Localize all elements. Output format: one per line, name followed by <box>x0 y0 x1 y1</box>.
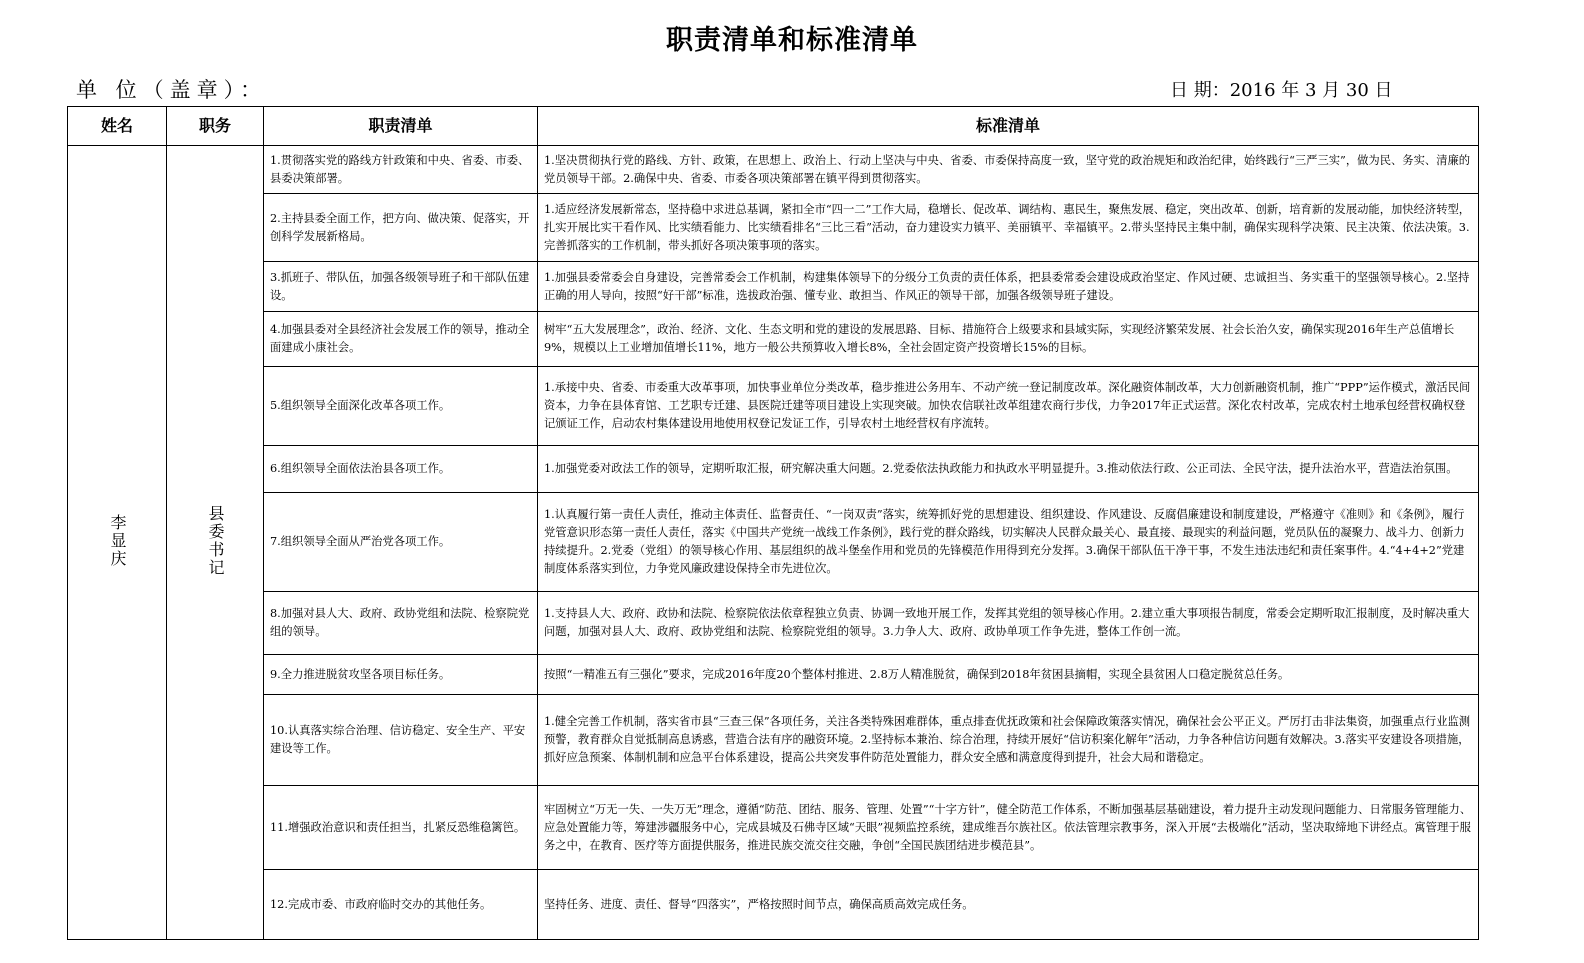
responsibility-cell: 10.认真落实综合治理、信访稳定、安全生产、平安建设等工作。 <box>264 695 538 786</box>
standard-cell: 牢固树立“万无一失、一失万无”理念，遵循“防范、团结、服务、管理、处置”“十字方针”，健全防范工作体系，不断加强基层基础建设，着力提升主动发现问题能力、日常服务管理能力、应急处置能力等，筹建涉疆服务中心，完成县城及石佛寺区域“天眼”视频监控系统，建成维吾尔族社区。依法管理宗教事务，深入开展“去极端化”活动，坚决取缔地下讲经点。寓管理于服务之中，在教育、医疗等方面提供服务，推进民族交流交往交融，争创“全国民族团结进步模范县”。 <box>538 786 1479 870</box>
standard-cell: 按照“一精准五有三强化”要求，完成2016年度20个整体村推进、2.8万人精准脱贫，确保到2018年贫困县摘帽，实现全县贫困人口稳定脱贫总任务。 <box>538 655 1479 695</box>
table-row <box>68 194 1479 262</box>
responsibility-cell: 3.抓班子、带队伍，加强各级领导班子和干部队伍建设。 <box>264 262 538 312</box>
person-position: 县委书记 <box>206 504 225 577</box>
responsibility-cell: 12.完成市委、市政府临时交办的其他任务。 <box>264 870 538 940</box>
table-row <box>68 786 1479 870</box>
header-name: 姓名 <box>68 107 167 146</box>
responsibility-cell: 9.全力推进脱贫攻坚各项目标任务。 <box>264 655 538 695</box>
table-row <box>68 367 1479 446</box>
standard-cell: 1.支持县人大、政府、政协和法院、检察院依法依章程独立负责、协调一致地开展工作，发挥其党组的领导核心作用。2.建立重大事项报告制度，常委会定期听取汇报制度，及时解决重大问题，加强对县人大、政府、政协党组和法院、检察院党组的领导。3.力争人大、政府、政协单项工作争先进，整体工作创一流。 <box>538 592 1479 655</box>
standard-cell: 1.适应经济发展新常态，坚持稳中求进总基调，紧扣全市“四一二”工作大局，稳增长、促改革、调结构、惠民生，聚焦发展、稳定，突出改革、创新，培育新的发展动能，加快经济转型，扎实开展比实干看作风、比实绩看能力、比实绩看排名“三比三看”活动，奋力建设实力镇平、美丽镇平、幸福镇平。2.带头坚持民主集中制，确保实现科学决策、民主决策、依法决策。3.完善抓落实的工作机制，带头抓好各项决策事项的落实。 <box>538 194 1479 262</box>
page-title: 职责清单和标准清单 <box>666 25 918 56</box>
date-label: 日 期：2016 年 3 月 30 日 <box>1170 80 1393 101</box>
table-row <box>68 695 1479 786</box>
table-header-row <box>68 107 1479 146</box>
table-row <box>68 870 1479 940</box>
standard-cell: 1.坚决贯彻执行党的路线、方针、政策，在思想上、政治上、行动上坚决与中央、省委、市委保持高度一致，坚守党的政治规矩和政治纪律，始终践行“三严三实”，做为民、务实、清廉的党员领导干部。2.确保中央、省委、市委各项决策部署在镇平得到贯彻落实。 <box>538 146 1479 194</box>
duty-standard-table <box>67 106 1479 940</box>
header-standards: 标准清单 <box>538 107 1479 146</box>
table-row <box>68 655 1479 695</box>
standard-cell: 1.认真履行第一责任人责任，推动主体责任、监督责任、“一岗双责”落实，统筹抓好党的思想建设、组织建设、作风建设、反腐倡廉建设和制度建设，严格遵守《准则》和《条例》，履行党管意识形态第一责任人责任，落实《中国共产党统一战线工作条例》，践行党的群众路线，切实解决人民群众最关心、最直接、最现实的利益问题，党员队伍的凝聚力、战斗力、创新力持续提升。2.党委（党组）的领导核心作用、基层组织的战斗堡垒作用和党员的先锋模范作用得到充分发挥。3.确保干部队伍干净干事，不发生违法违纪和责任案事件。4.“4+4+2”党建制度体系落实到位，力争党风廉政建设保持全市先进位次。 <box>538 493 1479 592</box>
responsibility-cell: 8.加强对县人大、政府、政协党组和法院、检察院党组的领导。 <box>264 592 538 655</box>
person-name-cell <box>68 146 167 940</box>
standard-cell: 坚持任务、进度、责任、督导“四落实”，严格按照时间节点，确保高质高效完成任务。 <box>538 870 1479 940</box>
responsibility-cell: 7.组织领导全面从严治党各项工作。 <box>264 493 538 592</box>
responsibility-cell: 6.组织领导全面依法治县各项工作。 <box>264 446 538 493</box>
standard-cell: 1.承接中央、省委、市委重大改革事项，加快事业单位分类改革，稳步推进公务用车、不动产统一登记制度改革。深化融资体制改革，大力创新融资机制，推广“PPP”运作模式，激活民间资本，力争在县体育馆、工艺职专迁建、县医院迁建等项目建设上实现突破。加快农信联社改革组建农商行步伐，力争2017年正式运营。深化农村改革，完成农村土地承包经营权确权登记颁证工作，启动农村集体建设用地使用权登记发证工作，引导农村土地经营权有序流转。 <box>538 367 1479 446</box>
table-row <box>68 146 1479 194</box>
unit-seal-label: 单 位（盖章）： <box>76 78 268 102</box>
responsibility-cell: 5.组织领导全面深化改革各项工作。 <box>264 367 538 446</box>
header-position: 职务 <box>167 107 264 146</box>
position-cell <box>167 146 264 940</box>
standard-cell: 1.加强党委对政法工作的领导，定期听取汇报，研究解决重大问题。2.党委依法执政能力和执政水平明显提升。3.推动依法行政、公正司法、全民守法，提升法治水平，营造法治氛围。 <box>538 446 1479 493</box>
table-row <box>68 493 1479 592</box>
table-row <box>68 446 1479 493</box>
responsibility-cell: 1.贯彻落实党的路线方针政策和中央、省委、市委、县委决策部署。 <box>264 146 538 194</box>
header-responsibilities: 职责清单 <box>264 107 538 146</box>
responsibility-cell: 2.主持县委全面工作，把方向、做决策、促落实，开创科学发展新格局。 <box>264 194 538 262</box>
responsibility-cell: 4.加强县委对全县经济社会发展工作的领导，推动全面建成小康社会。 <box>264 312 538 367</box>
standard-cell: 1.加强县委常委会自身建设，完善常委会工作机制，构建集体领导下的分级分工负责的责任体系，把县委常委会建设成政治坚定、作风过硬、忠诚担当、务实重干的坚强领导核心。2.坚持正确的用人导向，按照“好干部”标准，选拔政治强、懂专业、敢担当、作风正的领导干部，加强各级领导班子建设。 <box>538 262 1479 312</box>
table-row <box>68 312 1479 367</box>
table-row <box>68 262 1479 312</box>
standard-cell: 树牢“五大发展理念”，政治、经济、文化、生态文明和党的建设的发展思路、目标、措施符合上级要求和县域实际，实现经济繁荣发展、社会长治久安，确保实现2016年生产总值增长9%，规模以上工业增加值增长11%，地方一般公共预算收入增长8%，全社会固定资产投资增长15%的目标。 <box>538 312 1479 367</box>
person-name: 李显庆 <box>108 513 127 568</box>
standard-cell: 1.健全完善工作机制，落实省市县“三查三保”各项任务，关注各类特殊困难群体，重点排查优抚政策和社会保障政策落实情况，确保社会公平正义。严厉打击非法集资，加强重点行业监测预警，教育群众自觉抵制高息诱惑，营造合法有序的融资环境。2.坚持标本兼治、综合治理，持续开展好“信访积案化解年”活动，力争各种信访问题有效解决。3.落实平安建设各项措施，抓好应急预案、体制机制和应急平台体系建设，提高公共突发事件防范处置能力，群众安全感和满意度得到提升，社会大局和谐稳定。 <box>538 695 1479 786</box>
table-row <box>68 592 1479 655</box>
responsibility-cell: 11.增强政治意识和责任担当，扎紧反恐维稳篱笆。 <box>264 786 538 870</box>
